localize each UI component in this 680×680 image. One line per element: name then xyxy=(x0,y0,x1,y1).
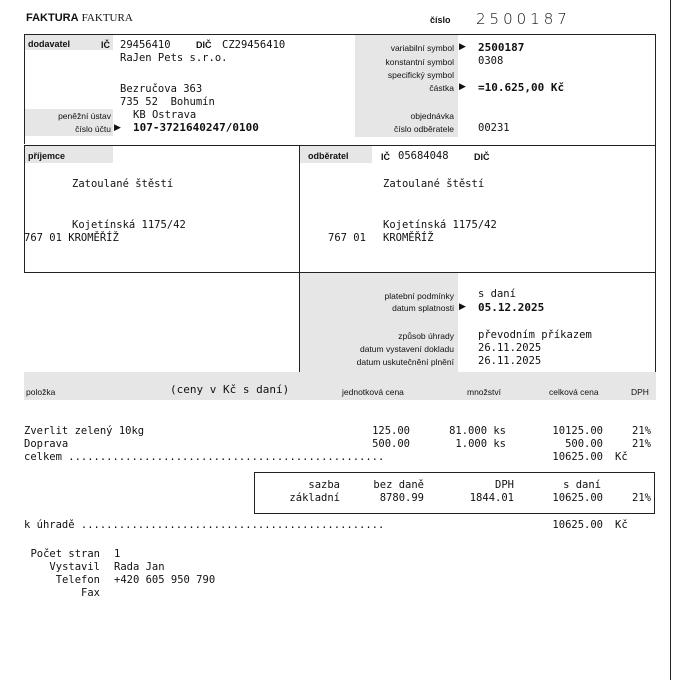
supplier-ic-label: IČ xyxy=(101,40,110,50)
customer-no-value: 00231 xyxy=(478,122,510,134)
ks-value: 0308 xyxy=(478,55,504,67)
vs-value: 2500187 xyxy=(478,41,525,54)
customer-zip: 767 01 xyxy=(328,232,366,244)
col-note: (ceny v Kč s daní) xyxy=(170,383,290,396)
ss-label: specifický symbol xyxy=(387,70,454,80)
row-total: 500.00 xyxy=(565,438,603,450)
issued-label: datum vystavení dokladu xyxy=(359,344,454,354)
issuer-label: Vystavil xyxy=(49,561,100,573)
customer-label: odběratel xyxy=(308,151,349,161)
taxable-label: datum uskutečnění plnění xyxy=(356,357,454,367)
to-pay-label: k úhradě ................................................ xyxy=(24,519,385,531)
order-label: objednávka xyxy=(410,111,454,121)
row-name: Doprava xyxy=(24,438,69,450)
recipient-city: 767 01 KROMĚŘÍŽ xyxy=(24,232,119,244)
number-label: číslo xyxy=(430,15,451,25)
vs-label: variabilní symbol xyxy=(390,43,454,53)
conditions-value: s daní xyxy=(478,288,516,300)
recipient-name: Zatoulané štěstí xyxy=(72,178,174,190)
supplier-street: Bezručova 363 xyxy=(120,83,203,95)
vat-with-value: 10625.00 xyxy=(552,492,603,504)
col-total: celková cena xyxy=(549,387,599,397)
customer-name: Zatoulané štěstí xyxy=(383,178,485,190)
row-qty: 1.000 ks xyxy=(455,438,506,450)
amount-arrow-icon: ▶ xyxy=(459,82,466,92)
col-vat: DPH xyxy=(631,387,649,397)
vat-rate-name: základní xyxy=(289,492,340,504)
ks-label: konstantní symbol xyxy=(385,57,454,67)
row-unit-price: 125.00 xyxy=(372,425,410,437)
method-value: převodním příkazem xyxy=(478,329,592,341)
recipient-street: Kojetínská 1175/42 xyxy=(72,219,186,231)
taxable-value: 26.11.2025 xyxy=(478,355,542,367)
pages-value: 1 xyxy=(114,548,121,560)
doc-title: FAKTURA FAKTURA xyxy=(26,12,133,24)
to-pay-value: 10625.00 xyxy=(552,519,603,531)
invoice-number: 2500187 xyxy=(476,10,571,28)
row-unit-price: 500.00 xyxy=(372,438,410,450)
supplier-dic-label: DIČ xyxy=(196,40,212,50)
supplier-name: RaJen Pets s.r.o. xyxy=(120,52,228,64)
sum-value: 10625.00 xyxy=(552,451,603,463)
row-vat: 21% xyxy=(632,438,651,450)
account-value: 107-3721640247/0100 xyxy=(133,121,259,134)
sum-label: celkem .................................................. xyxy=(24,451,385,463)
col-qty: množství xyxy=(467,387,502,397)
vat-vat-label: DPH xyxy=(495,479,514,491)
method-label: způsob úhrady xyxy=(398,331,454,341)
vat-rate-value: 21% xyxy=(632,492,651,504)
recipient-label: příjemce xyxy=(28,151,66,161)
vat-rate-label: sazba xyxy=(308,479,340,491)
customer-street: Kojetínská 1175/42 xyxy=(383,219,497,231)
account-arrow-icon: ▶ xyxy=(114,123,121,133)
col-unit-price: jednotková cena xyxy=(342,387,404,397)
sum-currency: Kč xyxy=(615,451,628,463)
account-label: číslo účtu xyxy=(75,124,111,134)
customer-ic: 05684048 xyxy=(398,150,449,162)
supplier-city: 735 52 Bohumín xyxy=(120,96,215,108)
fax-label: Fax xyxy=(81,587,100,599)
phone-value: +420 605 950 790 xyxy=(114,574,216,586)
issuer-value: Rada Jan xyxy=(114,561,165,573)
supplier-dic: CZ29456410 xyxy=(222,39,286,51)
customer-dic-label: DIČ xyxy=(474,152,490,162)
vat-base-value: 8780.99 xyxy=(379,492,424,504)
vat-base-label: bez daně xyxy=(373,479,424,491)
row-qty: 81.000 ks xyxy=(449,425,506,437)
col-item: položka xyxy=(26,387,56,397)
supplier-label: dodavatel xyxy=(28,39,71,49)
bank-value: KB Ostrava xyxy=(133,109,197,121)
pages-label: Počet stran xyxy=(30,548,100,560)
customer-ic-label: IČ xyxy=(381,152,390,162)
vs-arrow-icon: ▶ xyxy=(459,42,466,52)
due-arrow-icon: ▶ xyxy=(459,302,466,312)
conditions-label: platební podmínky xyxy=(384,291,454,301)
bank-label: peněžní ústav xyxy=(58,111,111,121)
amount-label: částka xyxy=(429,83,454,93)
vat-vat-value: 1844.01 xyxy=(469,492,514,504)
row-name: Zverlit zelený 10kg xyxy=(24,425,145,437)
vat-with-label: s daní xyxy=(563,479,601,491)
phone-label: Telefon xyxy=(55,574,100,586)
page-edge xyxy=(670,0,671,680)
due-value: 05.12.2025 xyxy=(478,301,545,314)
to-pay-currency: Kč xyxy=(615,519,628,531)
customer-city: KROMĚŘÍŽ xyxy=(383,232,434,244)
supplier-ic: 29456410 xyxy=(120,39,171,51)
amount-value: =10.625,00 Kč xyxy=(478,81,565,94)
due-label: datum splatnosti xyxy=(392,303,454,313)
row-vat: 21% xyxy=(632,425,651,437)
customer-no-label: číslo odběratele xyxy=(393,124,454,134)
row-total: 10125.00 xyxy=(552,425,603,437)
issued-value: 26.11.2025 xyxy=(478,342,542,354)
